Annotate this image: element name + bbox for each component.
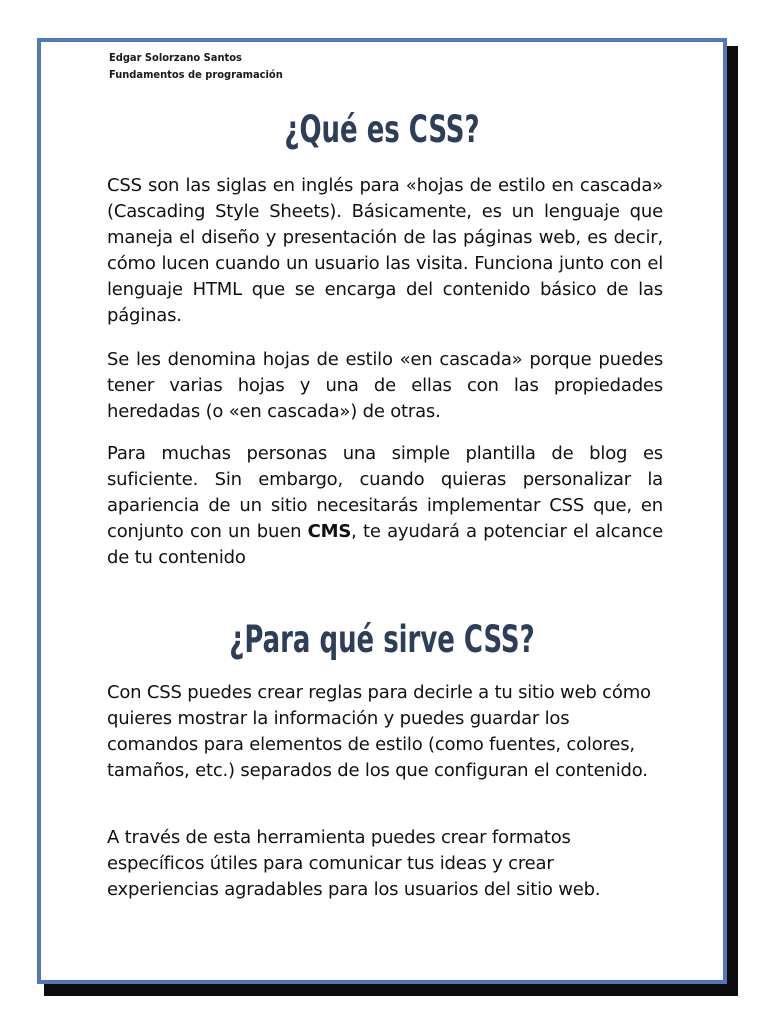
paragraph-formats: A través de esta herramienta puedes crear formatos específicos útiles para comunicar tus ideas y crear experiencias agradables para los usuarios del sitio web. bbox=[107, 827, 601, 900]
paragraph-personalize-end: , te ayudará a potenciar el alcance de tu contenido bbox=[107, 521, 663, 568]
header-block bbox=[109, 49, 283, 83]
author-name: Edgar Solorzano Santos bbox=[109, 51, 242, 64]
cms-term: CMS bbox=[307, 521, 352, 542]
course-name: Fundamentos de programación bbox=[109, 68, 283, 81]
paragraph-rules: Con CSS puedes crear reglas para decirle a tu sitio web cómo quieres mostrar la información y puedes guardar los comandos para elementos de estilo (como fuentes, colores, tamaños, etc.) separados de los que configuran el contenido. bbox=[107, 682, 651, 781]
paragraph-cascade: Se les denomina hojas de estilo «en cascada» porque puedes tener varias hojas y una de ellas con las propiedades heredadas (o «en cascada») de otras. bbox=[107, 349, 663, 422]
document-page bbox=[37, 38, 727, 984]
paragraph-personalize bbox=[107, 441, 663, 571]
section-title-what-for: ¿Para qué sirve CSS? bbox=[229, 618, 535, 661]
paragraph-personalize-start: Para muchas personas una simple plantilla de blog es suficiente. Sin embargo, cuando quieras personalizar la apariencia de un sitio necesitarás implementar CSS que, en conjunto con un buen bbox=[107, 443, 663, 542]
section-title-what-is-css: ¿Qué es CSS? bbox=[284, 108, 480, 151]
paragraph-definition: CSS son las siglas en inglés para «hojas de estilo en cascada» (Cascading Style Sheets). Básicamente, es un lenguaje que maneja el diseño y presentación de las páginas web, es decir, cómo lucen cuando un usuario las visita. Funciona junto con el lenguaje HTML que se encarga del contenido básico de las páginas. bbox=[107, 175, 663, 326]
